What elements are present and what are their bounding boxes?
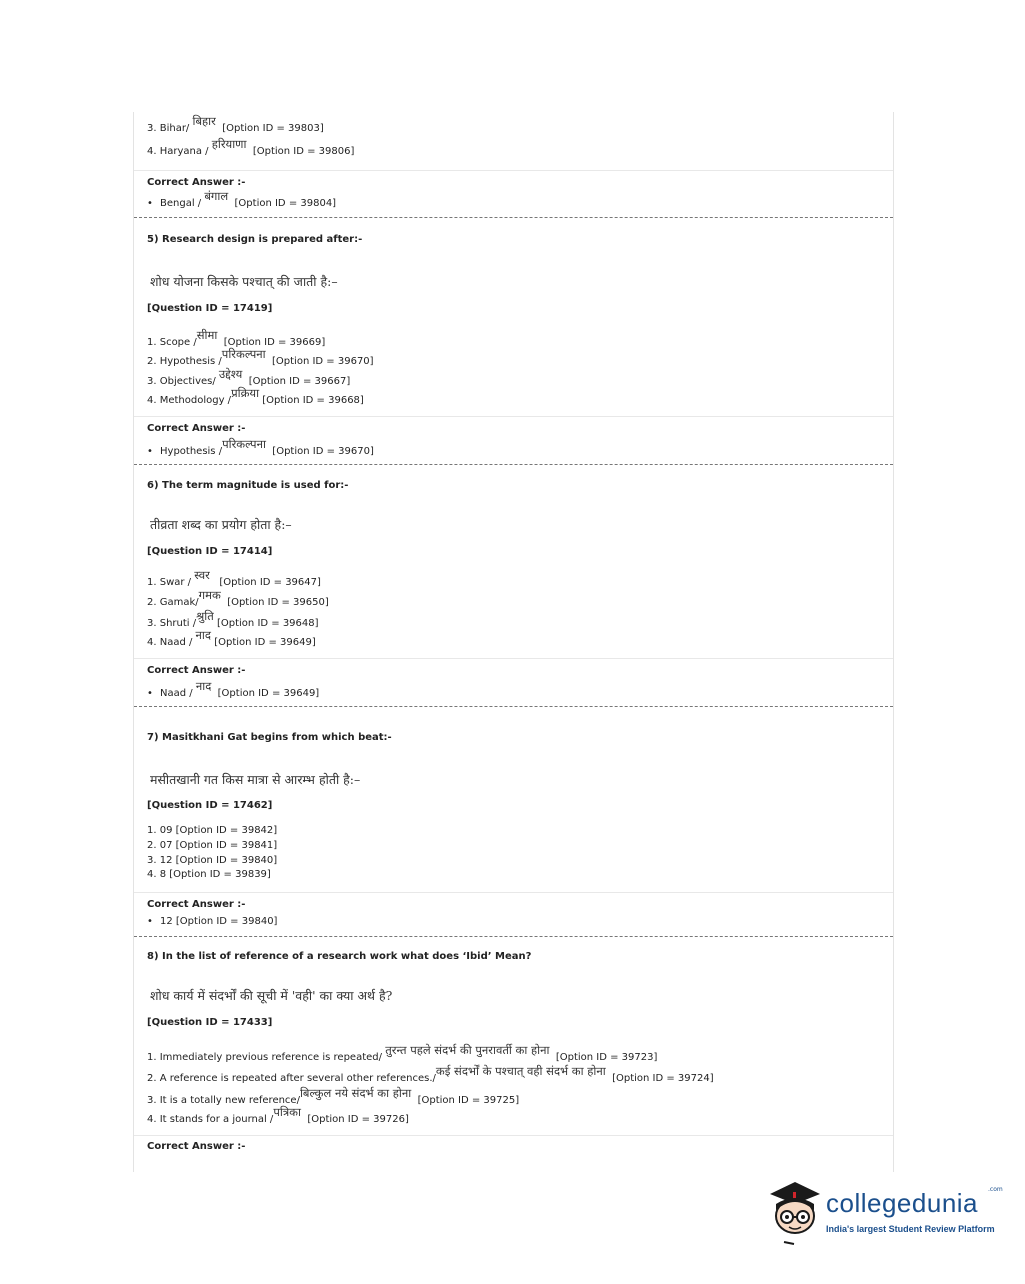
question-hindi: शोध योजना किसके पश्चात् की जाती है:– — [150, 274, 338, 289]
brand-tagline: India's largest Student Review Platform — [826, 1224, 995, 1234]
correct-answer-line: • Bengal / बंगाल [Option ID = 39804] — [147, 189, 337, 209]
divider — [134, 1135, 893, 1136]
option-line: 2. Hypothesis /परिकल्पना [Option ID = 39670] — [147, 347, 374, 367]
question-separator — [134, 706, 893, 707]
question-separator — [134, 936, 893, 937]
option-line: 1. Swar / स्वर [Option ID = 39647] — [147, 568, 321, 588]
question-heading: 6) The term magnitude is used for:- — [147, 480, 349, 491]
option-line: 1. Immediately previous reference is repeated/ तुरन्त पहले संदर्भ की पुनरावर्ती का होना [Option ID = 39723] — [147, 1043, 658, 1063]
exam-sheet — [133, 112, 894, 1172]
correct-answer-heading: Correct Answer :- — [147, 177, 246, 188]
question-id: [Question ID = 17433] — [147, 1017, 273, 1028]
question-heading: 7) Masitkhani Gat begins from which beat:- — [147, 732, 392, 743]
collegedunia-logo — [764, 1176, 1003, 1246]
correct-answer-heading: Correct Answer :- — [147, 665, 246, 676]
divider — [134, 170, 893, 171]
option-line: 3. 12 [Option ID = 39840] — [147, 855, 278, 866]
correct-answer-heading: Correct Answer :- — [147, 1141, 246, 1152]
mascot-icon — [764, 1176, 826, 1246]
correct-answer-line: • 12 [Option ID = 39840] — [147, 916, 278, 927]
question-id: [Question ID = 17414] — [147, 546, 273, 557]
correct-answer-line: • Naad / नाद [Option ID = 39649] — [147, 679, 320, 699]
option-line: 4. It stands for a journal /पत्रिका [Option ID = 39726] — [147, 1105, 409, 1125]
option-line: 4. 8 [Option ID = 39839] — [147, 869, 271, 880]
divider — [134, 416, 893, 417]
question-heading: 5) Research design is prepared after:- — [147, 234, 363, 245]
divider — [134, 658, 893, 659]
option-line: 2. A reference is repeated after several other references./कई संदर्भों के पश्चात् वही संदर्भ का होना [Option ID = 39724] — [147, 1064, 714, 1084]
question-separator — [134, 464, 893, 465]
correct-answer-line: • Hypothesis /परिकल्पना [Option ID = 39670] — [147, 437, 374, 457]
correct-answer-heading: Correct Answer :- — [147, 423, 246, 434]
option-line: 3. Objectives/ उद्देश्य [Option ID = 39667] — [147, 367, 351, 387]
option-line: 3. It is a totally new reference/बिल्कुल नये संदर्भ का होना [Option ID = 39725] — [147, 1086, 520, 1106]
divider — [134, 892, 893, 893]
question-hindi: मसीतखानी गत किस मात्रा से आरम्भ होती है:– — [150, 772, 361, 787]
question-hindi: शोध कार्य में संदर्भों की सूची में 'वही' का क्या अर्थ है? — [150, 988, 393, 1003]
question-hindi: तीव्रता शब्द का प्रयोग होता है:– — [150, 517, 292, 532]
correct-answer-heading: Correct Answer :- — [147, 899, 246, 910]
question-heading: 8) In the list of reference of a research work what does ‘Ibid’ Mean? — [147, 951, 532, 962]
brand-domain: .com — [988, 1186, 1003, 1193]
question-separator — [134, 217, 893, 218]
option-line: 1. 09 [Option ID = 39842] — [147, 825, 278, 836]
option-line: 1. Scope /सीमा [Option ID = 39669] — [147, 328, 326, 348]
question-id: [Question ID = 17462] — [147, 800, 273, 811]
option-line: 4. Haryana / हरियाणा [Option ID = 39806] — [147, 137, 355, 157]
option-line: 3. Bihar/ बिहार [Option ID = 39803] — [147, 114, 324, 134]
option-line: 4. Naad / नाद [Option ID = 39649] — [147, 628, 316, 648]
brand-name: collegedunia — [826, 1188, 979, 1218]
option-line: 2. 07 [Option ID = 39841] — [147, 840, 278, 851]
option-line: 4. Methodology /प्रक्रिया [Option ID = 39668] — [147, 386, 364, 406]
option-line: 2. Gamak/गमक [Option ID = 39650] — [147, 588, 329, 608]
question-id: [Question ID = 17419] — [147, 303, 273, 314]
option-line: 3. Shruti /श्रुति [Option ID = 39648] — [147, 609, 319, 629]
